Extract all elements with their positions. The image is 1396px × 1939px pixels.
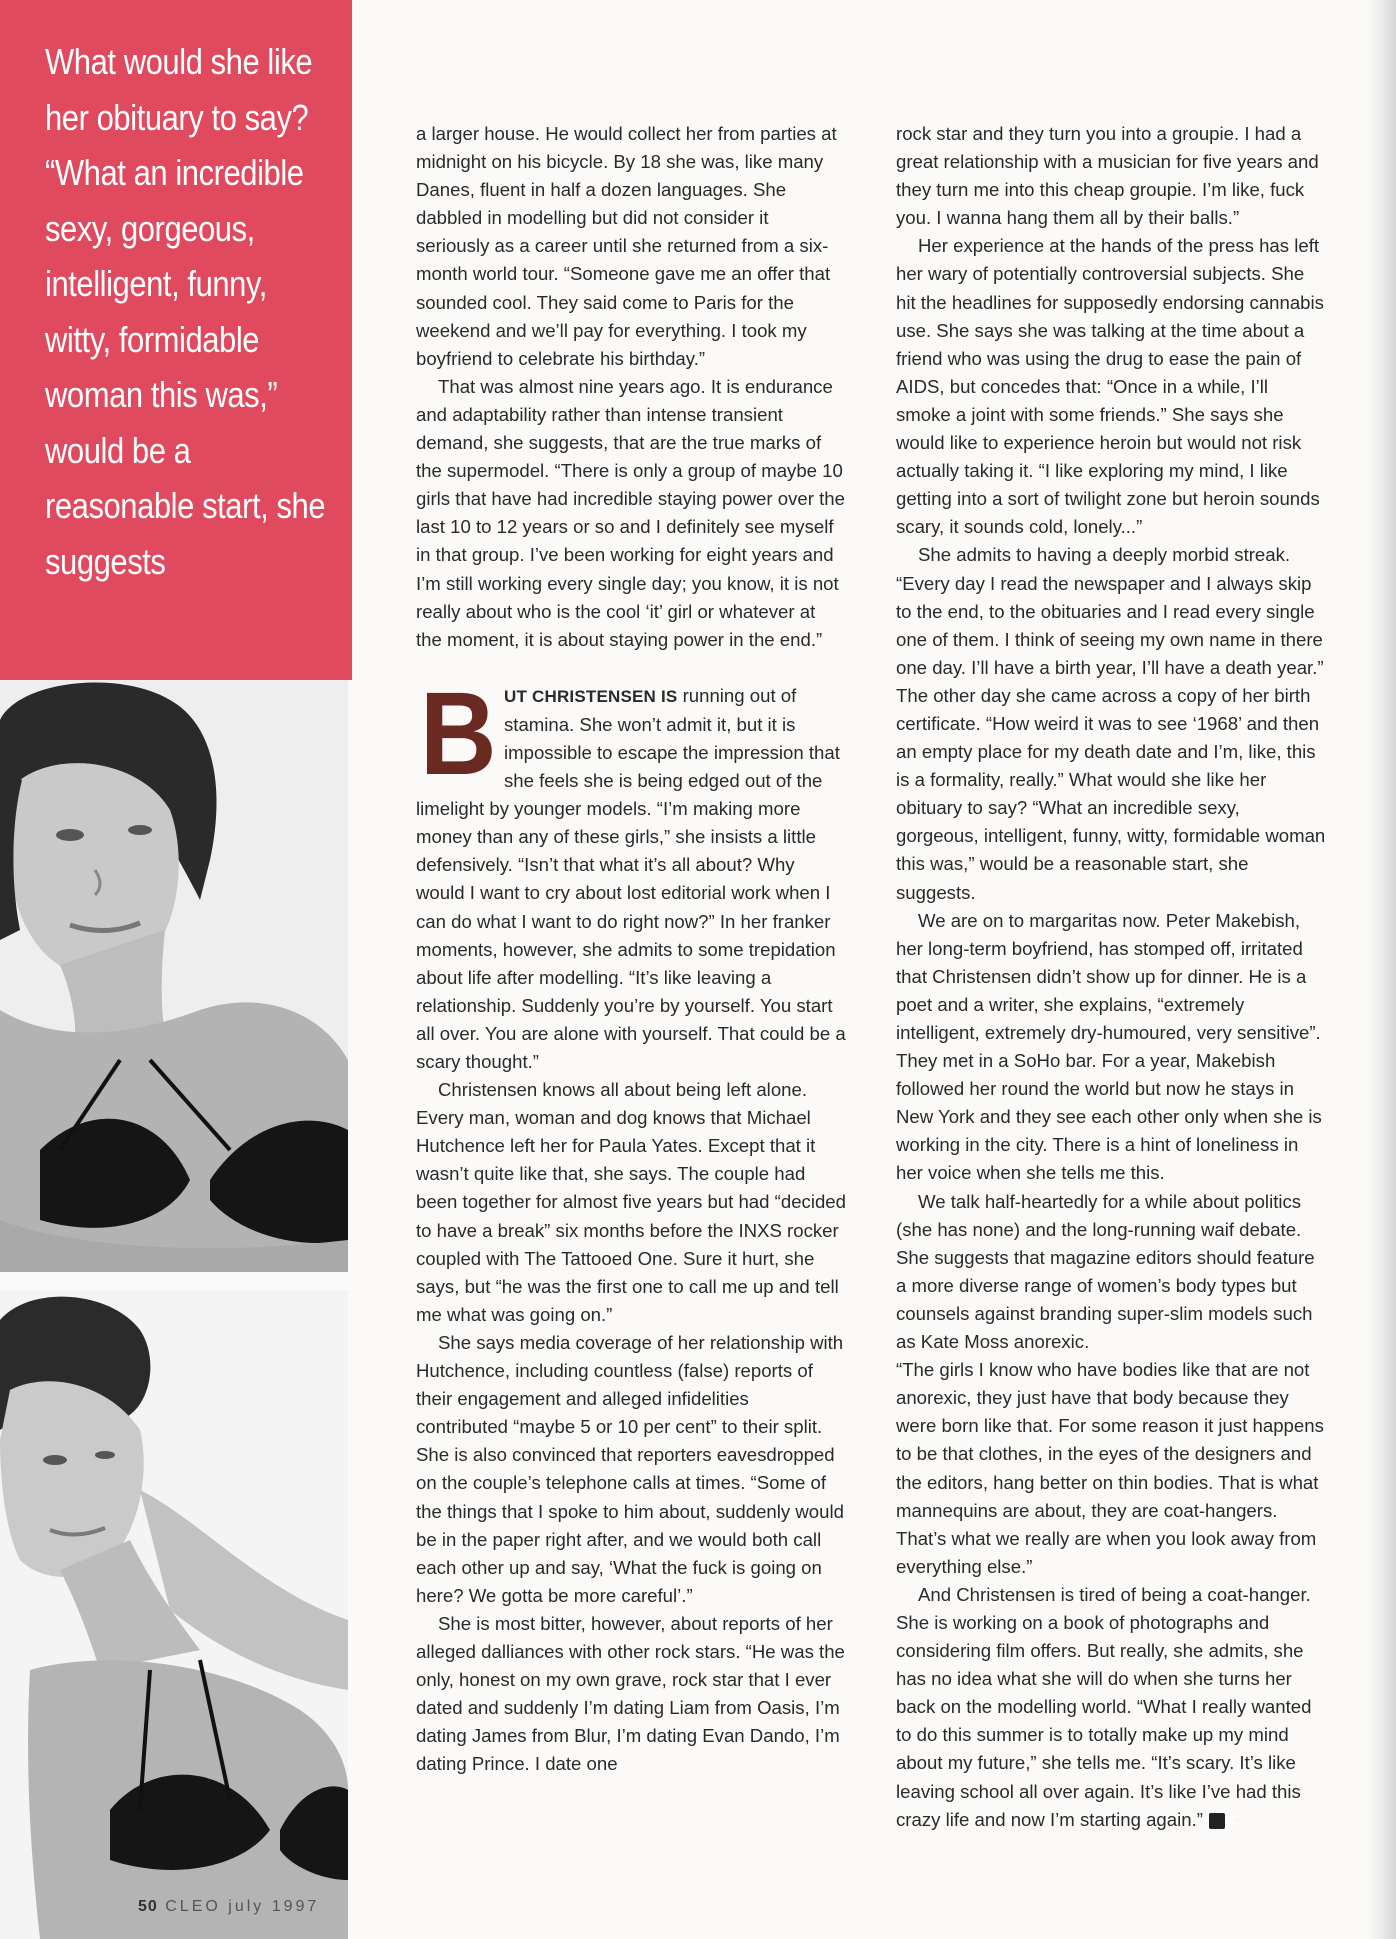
paragraph-text: And Christensen is tired of being a coat-hanger. She is working on a book of photographs and considering film offers. But really, she admits, she has no idea what she will do when she turns her back on the modelling world. “What I really wanted to do this summer is to totally make up my mind about my future,” she tells me. “It’s scary. It’s like leaving school all over again. It’s like I’ve had this crazy life and now I’m starting again.” [896,1583,1312,1830]
page-number: 50 [138,1898,158,1915]
photo-model-bottom [0,1290,348,1939]
pull-quote-text: What would she like her obituary to say? “What an incredible sexy, gorgeous, intelligent, funny, witty, formidable woman this was,” would be a reasonable start, she suggests [45,41,326,582]
paragraph: Christensen knows all about being left alone. Every man, woman and dog knows that Michael Hutchence left her for Paula Yates. Except that it wasn’t quite like that, she says. The couple had been together for almost five years but had “decided to have a break” six months before the INXS rocker coupled with The Tattooed One. Sure it hurt, she says, but “he was the first one to call me up and tell me what was going on.” [416,1079,846,1325]
article-column-right [896,120,1326,1834]
lead-in: UT CHRISTENSEN IS [504,686,678,706]
paragraph: She is most bitter, however, about reports of her alleged dalliances with other rock stars. “He was the only, honest on my own grave, rock star that I ever dated and suddenly I’m dating Liam from Oasis, I’m dating James from Blur, I’m dating Evan Dando, I’m dating Prince. I date one [416,1612,845,1775]
paragraph: rock star and they turn you into a groupie. I had a great relationship with a musician for five years and they turn me into this cheap groupie. I’m like, fuck you. I wanna hang them all by their balls.” [896,123,1319,229]
paragraph: That was almost nine years ago. It is endurance and adaptability rather than intense transient demand, she suggests, that are the true marks of the supermodel. “There is only a group of maybe 10 girls that have had incredible staying power over the last 10 to 12 years or so and I definitely see myself in that group. I’ve been working for eight years and I’m still working every single day; you know, it is not really about who is the cool ‘it’ girl or whatever at the moment, it is about staying power in the end.” [416,375,845,650]
drop-cap: B [419,667,497,800]
page-gutter-shadow [1366,0,1396,1939]
end-mark-icon: C [1209,1813,1225,1829]
issue-label: CLEO july 1997 [165,1898,320,1915]
paragraph-dropcap [416,667,846,1076]
photo-model-top-illustration [0,680,348,1272]
paragraph: “The girls I know who have bodies like that are not anorexic, they just have that body because they were born like that. For some reason it just happens to be that clothes, in the eyes of the designers and the editors, hang better on thin bodies. That is what mannequins are about, they are coat-hangers. That’s what we really are when you look away from everything else.” [896,1359,1324,1577]
photo-model-bottom-illustration [0,1290,348,1939]
page-footer [138,1898,319,1916]
pull-quote-box [0,0,352,680]
paragraph: We talk half-heartedly for a while about politics (she has none) and the long-running waif debate. She suggests that magazine editors should feature a more diverse range of women’s body types but counsels against branding super-slim models such as Kate Moss anorexic. [896,1190,1315,1353]
article-column-left [416,120,846,1778]
paragraph: a larger house. He would collect her from parties at midnight on his bicycle. By 18 she was, like many Danes, fluent in half a dozen languages. She dabbled in modelling but did not consider it seriously as a career until she returned from a six-month world tour. “Someone gave me an offer that sounded cool. They said come to Paris for the weekend and we’ll pay for everything. I took my boyfriend to celebrate his birthday.” [416,123,837,369]
paragraph: Her experience at the hands of the press has left her wary of potentially controversial subjects. She hit the headlines for supposedly endorsing cannabis use. She says she was talking at the time about a friend who was using the drug to ease the pain of AIDS, but concedes that: “Once in a while, I’ll smoke a joint with some friends.” She says she would like to experience heroin but would not risk actually taking it. “I like exploring my mind, I like getting into a sort of twilight zone but heroin sounds scary, it sounds cold, lonely...” [896,235,1324,538]
paragraph: We are on to margaritas now. Peter Makebish, her long-term boyfriend, has stomped off, irritated that Christensen didn’t show up for dinner. He is a poet and a writer, she explains, “extremely intelligent, extremely dry-humoured, very sensitive”. They met in a SoHo bar. For a year, Makebish followed her round the world but now he stays in New York and they see each other only when she is working in the city. There is a hint of loneliness in her voice when she tells me this. [896,909,1322,1184]
paragraph-text: running out of stamina. She won’t admit it, but it is impossible to escape the impression that she feels she is being edged out of the limelight by younger models. “I’m making more money than any of these girls,” she insists a little defensively. “Isn’t that what it’s all about? Why would I want to cry about lost editorial work when I can do what I want to do right now?” In her franker moments, however, she admits to some trepidation about life after modelling. “It’s like leaving a relationship. Suddenly you’re by yourself. You start all over. You are alone with yourself. That could be a scary thought.” [416,684,846,1072]
paragraph: She says media coverage of her relationship with Hutchence, including countless (false) reports of their engagement and alleged infidelities contributed “maybe 5 or 10 per cent” to their split. She is also convinced that reporters eavesdropped on the couple’s telephone calls at times. “Some of the things that I spoke to him about, suddenly would be in the paper right after, and we would both call each other up and say, ‘What the fuck is going on here? We gotta be more careful’.” [416,1331,844,1606]
paragraph: She admits to having a deeply morbid streak. “Every day I read the newspaper and I always skip to the end, to the obituaries and I read every single one of them. I think of seeing my own name in there one day. I’ll have a birth year, I’ll have a death year.” The other day she came across a copy of her birth certificate. “How weird it was to see ‘1968’ and then an empty place for my death date and I’m, like, this is a formality, really.” What would she like her obituary to say? “What an incredible sexy, gorgeous, intelligent, funny, witty, formidable woman this was,” would be a reasonable start, she suggests. [896,544,1326,903]
photo-model-top [0,680,348,1272]
paragraph [896,1581,1326,1834]
